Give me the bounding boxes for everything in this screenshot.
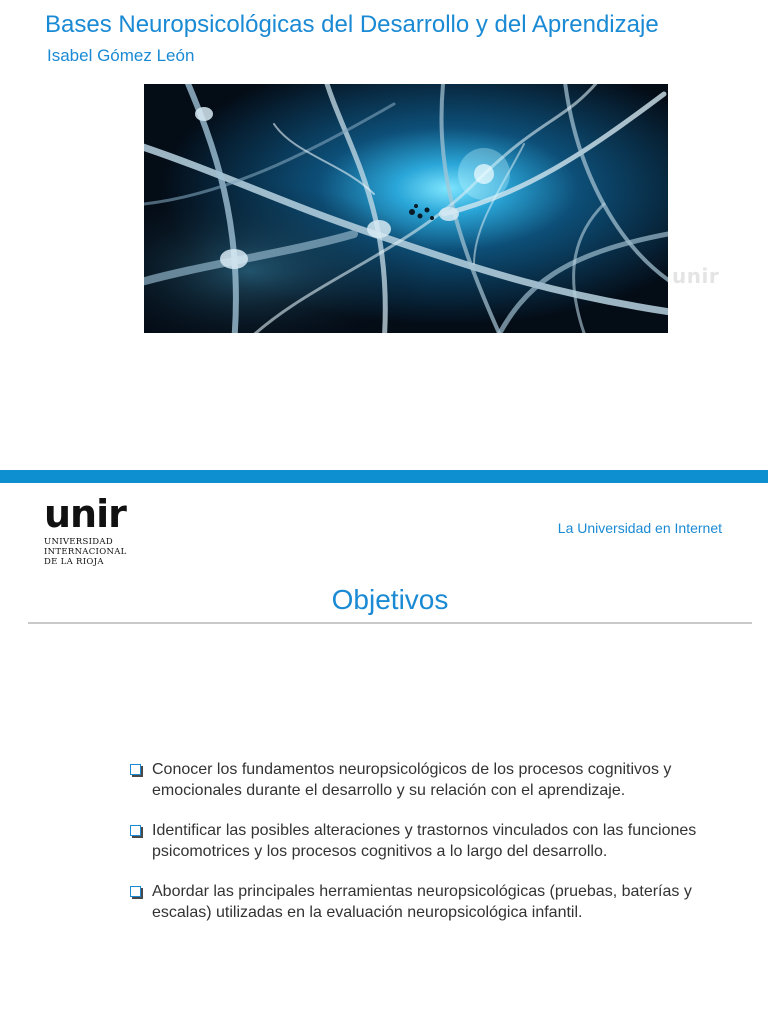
unir-watermark: unir [672,264,720,288]
checkbox-bullet-icon [130,764,141,775]
objectives-slide [0,483,768,1024]
title-slide [0,0,768,470]
list-item [130,759,710,801]
logo-line: UNIVERSIDAD [44,537,113,547]
slide-author: Isabel Gómez León [47,46,195,65]
logo-line: INTERNACIONAL [44,547,127,557]
logo-subtitle [44,537,154,567]
slide-divider-band [0,470,768,483]
logo-wordmark: unir [44,492,126,536]
list-item [130,881,710,923]
checkbox-bullet-icon [130,886,141,897]
objective-text: Identificar las posibles alteraciones y trastornos vinculados con las funciones psicomotrices y los procesos cognitivos a lo largo del desarrollo. [152,822,697,860]
title-underline [28,622,752,624]
neurons-illustration [144,84,668,333]
neurons-hero-image [144,84,668,333]
section-title: Objetivos [331,584,449,615]
objective-text: Conocer los fundamentos neuropsicológicos de los procesos cognitivos y emocionales durante el desarrollo y su relación con el aprendizaje. [152,761,672,799]
objective-text: Abordar las principales herramientas neuropsicológicas (pruebas, baterías y escalas) utilizadas en la evaluación neuropsicológica infantil. [152,883,692,921]
objectives-list [130,759,710,942]
logo-line: DE LA RIOJA [44,557,104,567]
checkbox-bullet-icon [130,825,141,836]
slide-title: Bases Neuropsicológicas del Desarrollo y del Aprendizaje [45,11,659,38]
unir-logo [44,492,154,567]
list-item [130,820,710,862]
tagline: La Universidad en Internet [557,520,722,536]
